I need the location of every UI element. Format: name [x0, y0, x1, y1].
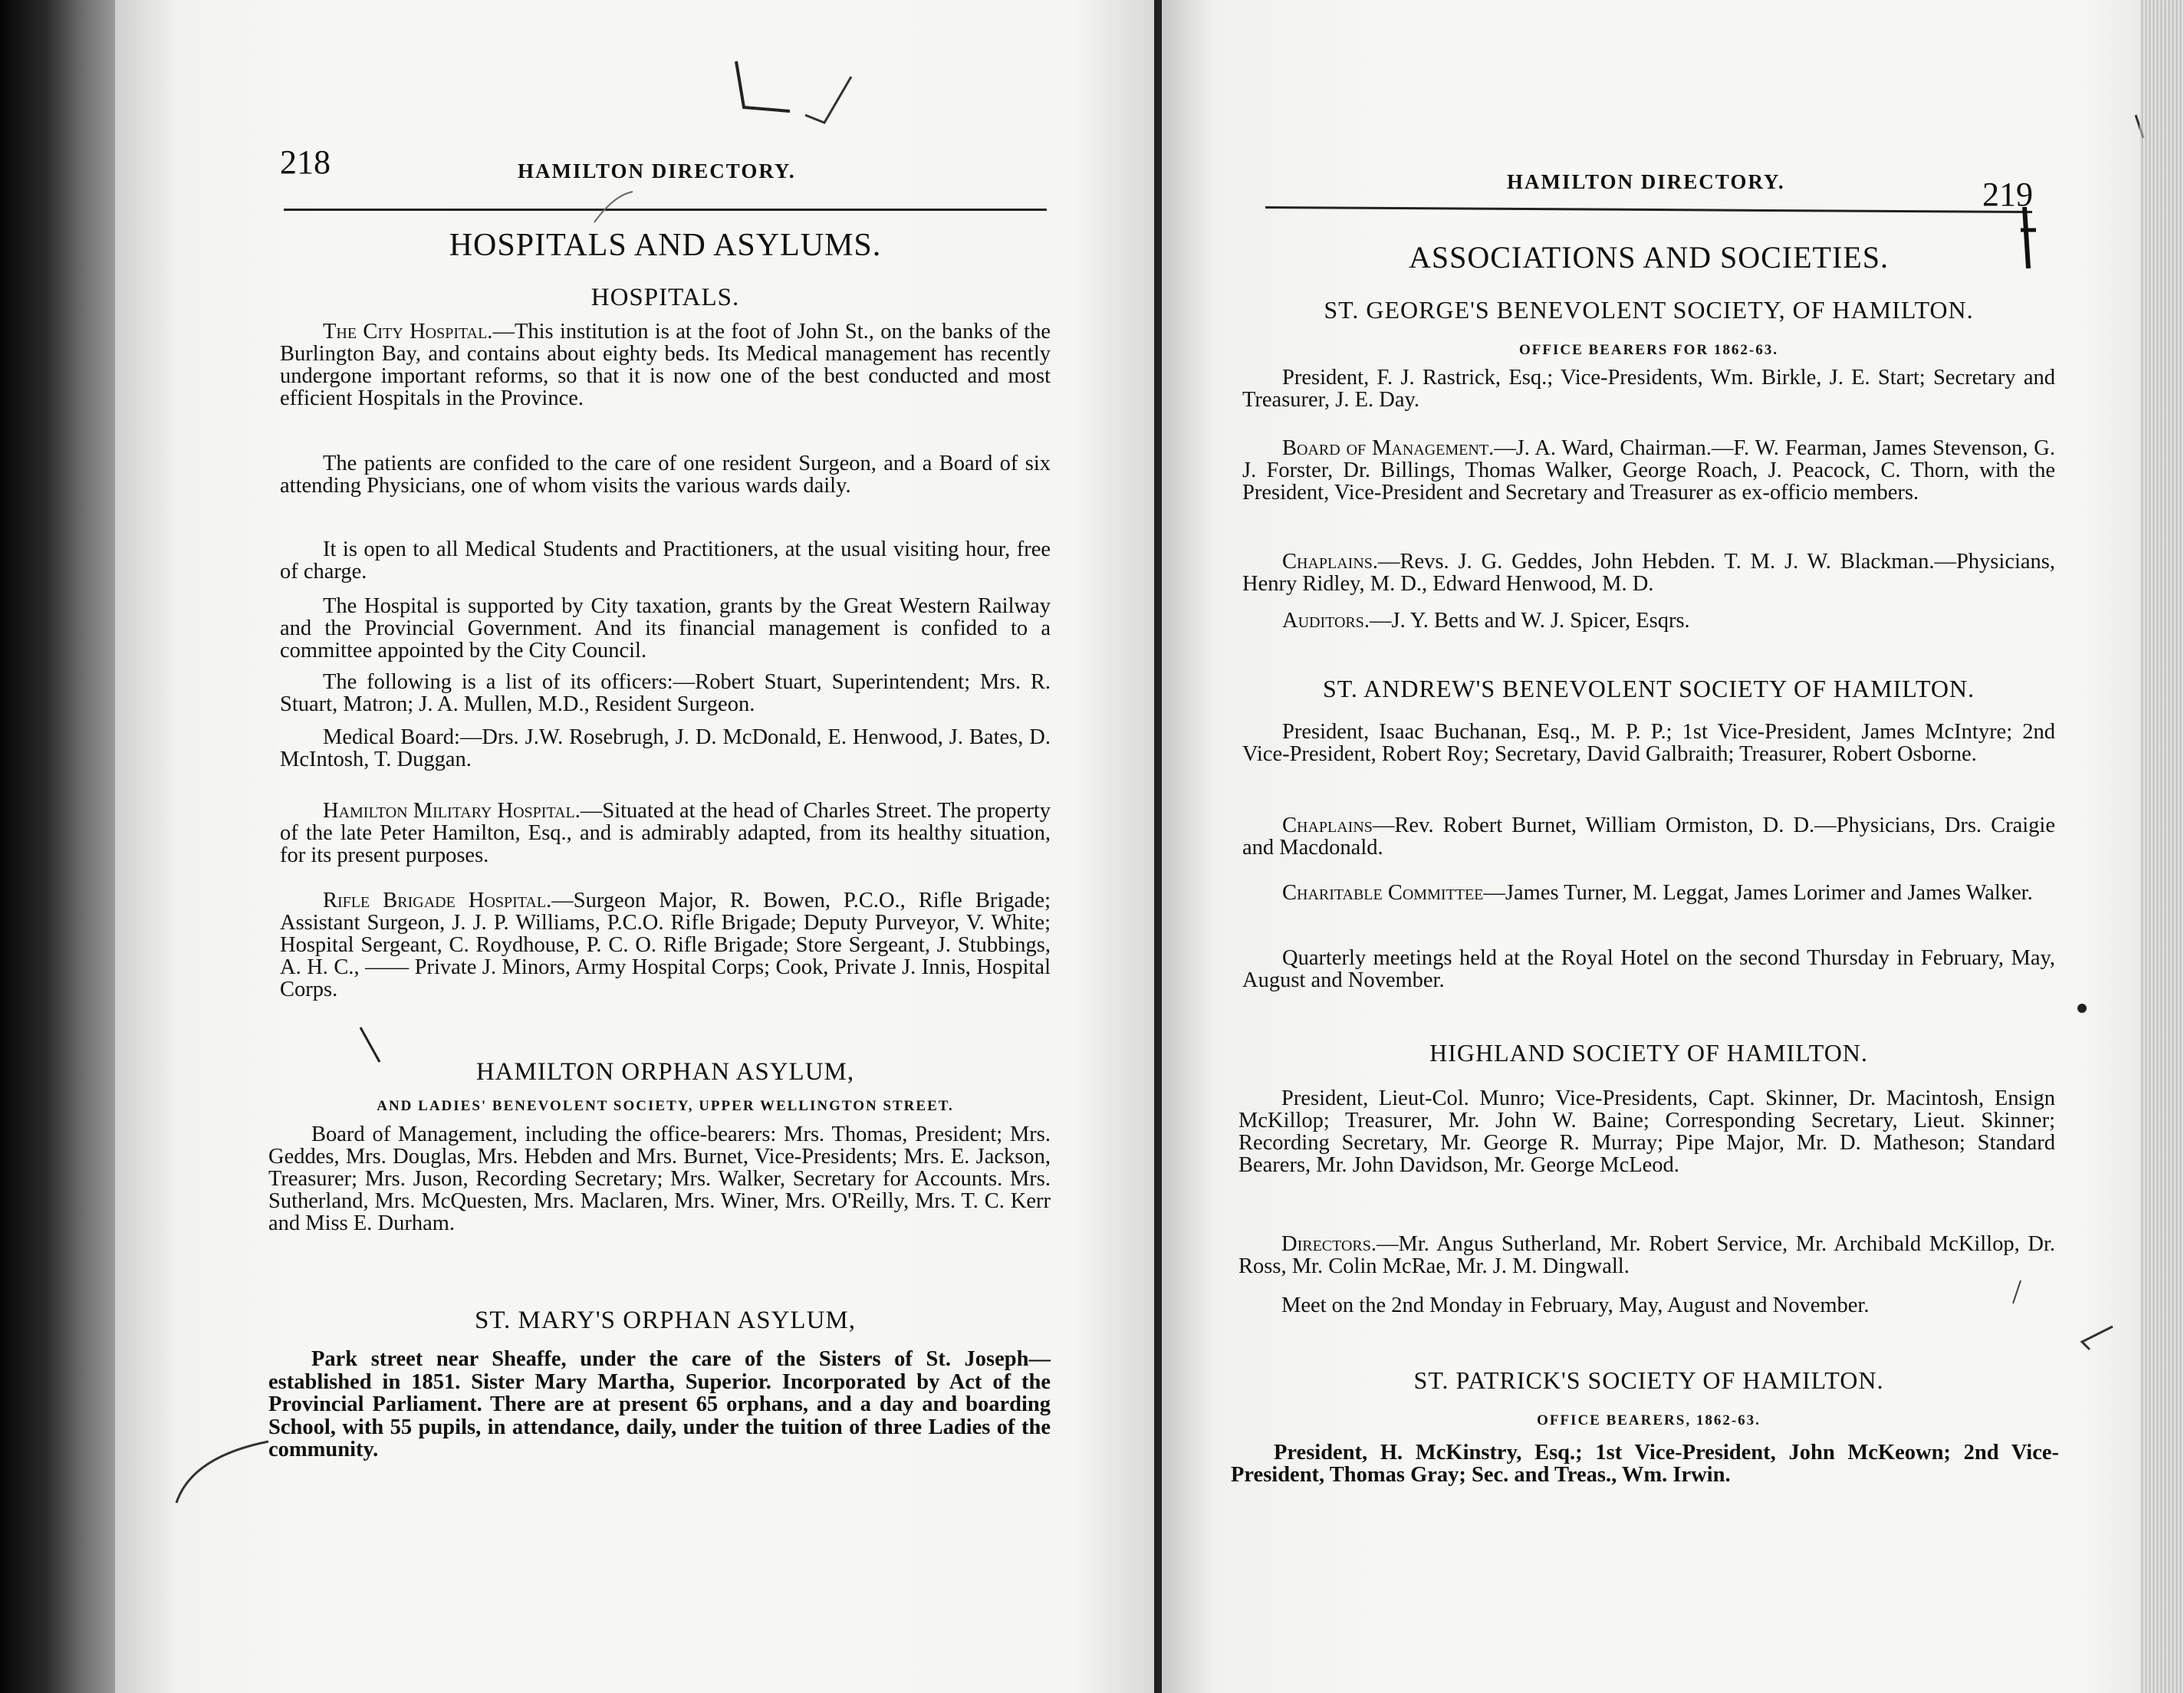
page-number-right: 219	[1982, 176, 2033, 213]
heading-st-patrick: ST. PATRICK'S SOCIETY OF HAMILTON.	[1413, 1366, 1884, 1394]
st-patrick-p1: President, H. McKinstry, Esq.; 1st Vice-President, John McKeown; 2nd Vice-President, Thomas Gray; Sec. and Treas., Wm. Irwin.	[1231, 1441, 2059, 1487]
st-george-aud-text: —J. Y. Betts and W. J. Spicer, Esqrs.	[1370, 609, 1690, 633]
city-hospital-lead: The City Hospital.	[323, 320, 493, 344]
highland-dir-text: —Mr. Angus Sutherland, Mr. Robert Service, Mr. Archibald McKillop, Dr. Ross, Mr. Colin McRae, Mr. J. M. Dingwall.	[1238, 1232, 2055, 1278]
left-page	[115, 0, 1158, 1693]
st-george-chap-lead: Chaplains.	[1282, 550, 1379, 574]
running-title-right: HAMILTON DIRECTORY.	[1507, 170, 1785, 193]
book-spine-left	[0, 0, 115, 1693]
city-hospital-p6: Medical Board:—Drs. J.W. Rosebrugh, J. D. McDonald, E. Henwood, J. Bates, D. McIntosh, T. Duggan.	[280, 725, 1051, 771]
subheading-hospitals: HOSPITALS.	[590, 284, 740, 311]
running-title-left: HAMILTON DIRECTORY.	[518, 159, 796, 182]
rifle-brigade-text: —Surgeon Major, R. Bowen, P.C.O., Rifle Brigade; Assistant Surgeon, J. J. P. Williams, P.C.O. Rifle Brigade; Deputy Purveyor, V. White; Hospital Sergeant, C. Roydhouse, P. C. O. Rifle Brigade; Store Sergeant, J. Stubbings, A. H. C., —— Private J. Minors, Army Hospital Corps; Cook, Private J. Innis, Hospital Corps.	[280, 889, 1051, 1001]
st-andrew-chap-text: —Rev. Robert Burnet, William Ormiston, D. D.—Physicians, Drs. Craigie and Macdonald.	[1242, 814, 2055, 860]
right-page	[1162, 0, 2184, 1693]
pen-marks-left	[115, 0, 1158, 1693]
military-hospital-text: —Situated at the head of Charles Street. The property of the late Peter Hamilton, Esq., and is admirably adapted, from its healthy situation, for its present purposes.	[280, 799, 1051, 867]
st-marys-text: Park street near Sheaffe, under the care of the Sisters of St. Joseph—established in 1851. Sister Mary Martha, Superior. Incorporated by Act of the Provincial Parliament. There are at present 65 orphans, and a day and boarding School, with 55 pupils, in attendance, daily, under the tuition of three Ladies of the community.	[268, 1347, 1051, 1461]
heading-st-andrew: ST. ANDREW'S BENEVOLENT SOCIETY OF HAMILTON.	[1322, 675, 1975, 702]
st-andrew-char-text: —James Turner, M. Leggat, James Lorimer and James Walker.	[1483, 881, 2033, 905]
page-number-left: 218	[280, 143, 331, 181]
heading-st-marys: ST. MARY'S ORPHAN ASYLUM,	[474, 1307, 857, 1334]
st-george-aud-lead: Auditors.	[1282, 609, 1370, 633]
st-andrew-char-lead: Charitable Committee	[1282, 881, 1484, 905]
highland-dir-lead: Directors.	[1281, 1232, 1377, 1256]
heading-hospitals-asylums: HOSPITALS AND ASYLUMS.	[449, 228, 882, 263]
city-hospital-text: —This institution is at the foot of John St., on the banks of the Burlington Bay, and contains about eighty beds. Its Medical management has recently undergone important reforms, so that it is now one of the best conducted and most efficient Hospitals in the Province.	[280, 320, 1051, 410]
st-andrew-p1: President, Isaac Buchanan, Esq., M. P. P.; 1st Vice-President, James McIntyre; 2nd Vice-President, Robert Roy; Secretary, David Galbraith; Treasurer, Robert Osborne.	[1242, 720, 2055, 766]
military-hospital-lead: Hamilton Military Hospital.	[323, 799, 581, 823]
st-andrew-p4: Quarterly meetings held at the Royal Hotel on the second Thursday in February, May, August and November.	[1242, 946, 2055, 992]
heading-st-george: ST. GEORGE'S BENEVOLENT SOCIETY, OF HAMILTON.	[1324, 296, 1974, 324]
st-patrick-sub: OFFICE BEARERS, 1862-63.	[1537, 1412, 1761, 1428]
highland-p3: Meet on the 2nd Monday in February, May, August and November.	[1281, 1294, 1870, 1317]
pen-marks-right	[1162, 0, 2184, 1693]
st-andrew-chap-lead: Chaplains	[1282, 814, 1373, 837]
highland-p1: President, Lieut-Col. Munro; Vice-Presidents, Capt. Skinner, Dr. Macintosh, Ensign McKillop; Treasurer, Mr. John W. Baine; Corresponding Secretary, Lieut. Skinner; Recording Secretary, Mr. George R. Murray; Pipe Major, Mr. D. Matheson; Standard Bearers, Mr. John Davidson, Mr. George McLeod.	[1238, 1086, 2055, 1177]
page-edges	[2140, 0, 2184, 1693]
heading-highland: HIGHLAND SOCIETY OF HAMILTON.	[1429, 1039, 1868, 1067]
heading-associations-societies: ASSOCIATIONS AND SOCIETIES.	[1409, 240, 1889, 274]
st-george-board-text: —J. A. Ward, Chairman.—F. W. Fearman, James Stevenson, G. J. Forster, Dr. Billings, Thomas Walker, George Roach, J. Peacock, C. Thorn, with the President, Vice-President and Secretary and Treasurer as ex-officio members.	[1242, 436, 2055, 505]
city-hospital-p2: The patients are confided to the care of one resident Surgeon, and a Board of six attending Physicians, one of whom visits the various wards daily.	[280, 452, 1051, 498]
city-hospital-p5: The following is a list of its officers:—Robert Stuart, Superintendent; Mrs. R. Stuart, Matron; J. A. Mullen, M.D., Resident Surgeon.	[280, 670, 1051, 716]
rifle-brigade-lead: Rifle Brigade Hospital.	[323, 889, 552, 912]
heading-orphan-asylum: HAMILTON ORPHAN ASYLUM,	[475, 1058, 855, 1086]
st-george-sub: OFFICE BEARERS FOR 1862-63.	[1519, 342, 1778, 358]
city-hospital-p4: The Hospital is supported by City taxation, grants by the Great Western Railway and the Provincial Government. And its financial management is confided to a committee appointed by the City Council.	[280, 594, 1051, 662]
orphan-asylum-text: Board of Management, including the office-bearers: Mrs. Thomas, President; Mrs. Geddes, Mrs. Douglas, Mrs. Hebden and Mrs. Burnet, Vice-Presidents; Mrs. E. Jackson, Treasurer; Mrs. Juson, Recording Secretary; Mrs. Walker, Secretary for Accounts. Mrs. Sutherland, Mrs. McQuesten, Mrs. Maclaren, Mrs. Winer, Mrs. O'Reilly, Mrs. T. C. Kerr and Miss E. Durham.	[268, 1123, 1051, 1235]
city-hospital-p3: It is open to all Medical Students and Practitioners, at the usual visiting hour, free of charge.	[280, 537, 1051, 584]
st-george-chap-text: —Revs. J. G. Geddes, John Hebden. T. M. J. W. Blackman.—Physicians, Henry Ridley, M. D., Edward Henwood, M. D.	[1242, 550, 2055, 596]
st-george-p1: President, F. J. Rastrick, Esq.; Vice-Presidents, Wm. Birkle, J. E. Start; Secretary and Treasurer, J. E. Day.	[1242, 366, 2055, 412]
st-george-board-lead: Board of Management.	[1282, 436, 1495, 460]
orphan-asylum-sub: AND LADIES' BENEVOLENT SOCIETY, UPPER WELLINGTON STREET.	[377, 1098, 954, 1114]
